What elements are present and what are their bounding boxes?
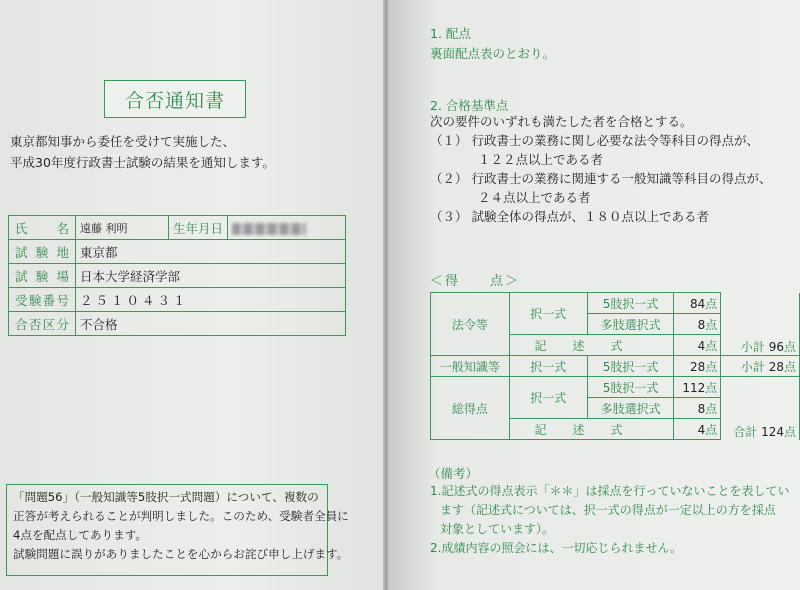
- requirement-2-line-1: （２） 行政書士の業務に関連する一般知識等科目の得点が、: [430, 171, 772, 186]
- notice-box: [6, 484, 349, 576]
- notice-line-3: 4点を配点してあります。: [13, 528, 147, 542]
- notice-line-2: 正答が考えられることが判明しました。このため、受験者全員に: [13, 509, 349, 523]
- info-row-number: [9, 288, 346, 312]
- law-five-label: 5肢択一式: [587, 293, 674, 314]
- birthdate-value: [228, 216, 346, 240]
- general-choice-label: 択一式: [509, 356, 587, 377]
- total-written-label: 記述式: [509, 419, 674, 440]
- info-row-site: [9, 240, 346, 264]
- requirement-3: （３） 試験全体の得点が、１８０点以上である者: [430, 209, 709, 224]
- score-row-law-five: [431, 293, 800, 314]
- intro-line-1: 東京都知事から委任を受けて実施した、: [10, 134, 236, 149]
- birthdate-label: 生年月日: [169, 216, 228, 240]
- law-subtotal: 小計 96点: [721, 293, 800, 356]
- score-row-total-five: [431, 377, 800, 398]
- notice-line-4: 試験問題に誤りがありましたことを心からお詫び申し上げます。: [13, 547, 349, 561]
- examinee-info-table: [8, 215, 346, 336]
- exam-venue-value: 日本大学経済学部: [76, 264, 346, 288]
- info-row-name: [9, 216, 346, 240]
- info-row-venue: [9, 264, 346, 288]
- result-value: 不合格: [76, 312, 346, 336]
- law-multi-score: 8点: [674, 314, 721, 335]
- category-law: 法令等: [431, 293, 510, 356]
- general-five-label: 5肢択一式: [587, 356, 674, 377]
- remark-2: 2.成績内容の照会には、一切応じられません。: [430, 541, 683, 555]
- remark-1-line-1: 1.記述式の得点表示「＊＊」は採点を行っていないことを表してい: [430, 484, 790, 498]
- page-spine: [383, 0, 389, 590]
- remarks-title: （備考）: [428, 466, 479, 481]
- remark-1-line-3: 対象としています）。: [440, 522, 555, 536]
- category-general: 一般知識等: [431, 356, 510, 377]
- notice-line-1: 「問題56」（一般知識等5肢択一式問題）について、複数の: [13, 490, 319, 504]
- law-written-label: 記述式: [509, 335, 674, 356]
- section-2-intro: 次の要件のいずれも満たした者を合格とする。: [430, 114, 693, 129]
- exam-venue-label: 試験場: [9, 264, 76, 288]
- exam-site-label: 試験地: [9, 240, 76, 264]
- category-total: 総得点: [431, 377, 510, 440]
- total-five-score: 112点: [674, 377, 721, 398]
- total-multi-score: 8点: [674, 398, 721, 419]
- name-label: 氏名: [9, 216, 76, 240]
- requirement-1-line-1: （１） 行政書士の業務に関し必要な法令等科目の得点が、: [430, 133, 759, 148]
- exam-number-value: ２５１０４３１: [76, 288, 346, 312]
- name-value: 遠藤 利明: [76, 216, 169, 240]
- score-heading: ＜得 点＞: [430, 274, 521, 289]
- grand-total: 合計 124点: [721, 377, 800, 440]
- general-subtotal: 小計 28点: [721, 356, 800, 377]
- score-table: [430, 292, 800, 440]
- total-multi-label: 多肢選択式: [587, 398, 674, 419]
- remark-1-line-2: ます（記述式については、択一式の得点が一定以上の方を採点: [440, 503, 776, 517]
- exam-number-label: 受験番号: [9, 288, 76, 312]
- intro-text: [10, 131, 275, 173]
- law-choice-label: 択一式: [509, 293, 587, 335]
- document-title: 合否通知書: [104, 80, 246, 118]
- section-1-title: 1. 配点: [430, 26, 471, 41]
- total-choice-label: 択一式: [509, 377, 587, 419]
- total-five-label: 5肢択一式: [587, 377, 674, 398]
- result-label: 合否区分: [9, 312, 76, 336]
- general-five-score: 28点: [674, 356, 721, 377]
- requirement-2-line-2: ２４点以上である者: [478, 190, 591, 205]
- requirement-1-line-2: １２２点以上である者: [478, 152, 604, 167]
- section-1-body: 裏面配点表のとおり。: [430, 46, 556, 61]
- law-multi-label: 多肢選択式: [587, 314, 674, 335]
- intro-line-2: 平成30年度行政書士試験の結果を通知します。: [10, 155, 275, 170]
- section-2-title: 2. 合格基準点: [430, 98, 509, 113]
- info-row-result: [9, 312, 346, 336]
- total-written-score: 4点: [674, 419, 721, 440]
- redacted-birthdate: [232, 223, 306, 235]
- law-written-score: 4点: [674, 335, 721, 356]
- exam-site-value: 東京都: [76, 240, 346, 264]
- law-five-score: 84点: [674, 293, 721, 314]
- score-row-general: [431, 356, 800, 377]
